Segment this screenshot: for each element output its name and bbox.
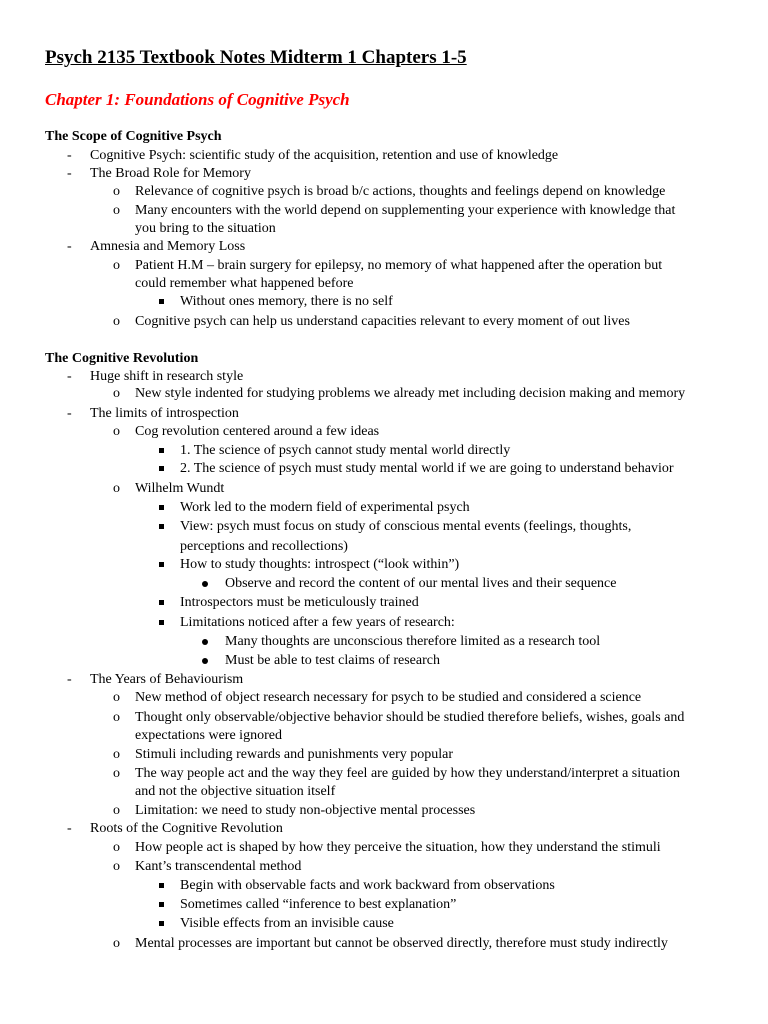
note-line: New style indented for studying problems we already met including decision making and memory [135,386,686,401]
note-line: Sometimes called “inference to best explanation” [180,897,457,912]
note-line: Must be able to test claims of research [225,653,440,668]
note-line: Observe and record the content of our mental lives and their sequence [225,576,617,591]
square-bullet-icon [159,902,164,907]
square-bullet-icon [159,921,164,926]
document-title: Psych 2135 Textbook Notes Midterm 1 Chapters 1-5 [45,47,467,68]
round-bullet-icon [202,639,208,645]
dash-bullet: - [67,369,72,384]
note-line: Mental processes are important but cannot be observed directly, therefore must study indirectly [135,936,668,951]
square-bullet-icon [159,505,164,510]
note-line: Work led to the modern field of experimental psych [180,500,470,515]
section-heading-scope: The Scope of Cognitive Psych [45,129,222,144]
circle-bullet: o [113,481,120,496]
section-heading-revolution: The Cognitive Revolution [45,351,199,366]
note-line: Amnesia and Memory Loss [90,239,246,254]
note-line: Huge shift in research style [90,369,244,384]
round-bullet-icon [202,581,208,587]
square-bullet-icon [159,620,164,625]
square-bullet-icon [159,524,164,529]
dash-bullet: - [67,672,72,687]
round-bullet-icon [202,658,208,664]
note-line: Cognitive psych can help us understand capacities relevant to every moment of out lives [135,314,630,329]
dash-bullet: - [67,406,72,421]
circle-bullet: o [113,258,120,273]
note-line: Roots of the Cognitive Revolution [90,821,283,836]
note-line: Limitation: we need to study non-objective mental processes [135,803,476,818]
circle-bullet: o [113,424,120,439]
note-line: Relevance of cognitive psych is broad b/c actions, thoughts and feelings depend on knowledge [135,184,666,199]
square-bullet-icon [159,883,164,888]
note-line: Introspectors must be meticulously trained [180,595,419,610]
dash-bullet: - [67,148,72,163]
square-bullet-icon [159,448,164,453]
note-line: The Broad Role for Memory [90,166,251,181]
circle-bullet: o [113,203,120,218]
dash-bullet: - [67,166,72,181]
square-bullet-icon [159,299,164,304]
chapter-heading: Chapter 1: Foundations of Cognitive Psych [45,90,350,109]
circle-bullet: o [113,184,120,199]
circle-bullet: o [113,936,120,951]
note-line: Many thoughts are unconscious therefore limited as a research tool [225,634,601,649]
note-line: Cognitive Psych: scientific study of the acquisition, retention and use of knowledge [90,148,559,163]
dash-bullet: - [67,821,72,836]
note-line: Kant’s transcendental method [135,859,302,874]
circle-bullet: o [113,859,120,874]
note-line: Thought only observable/objective behavior should be studied therefore beliefs, wishes, goals and [135,710,685,725]
square-bullet-icon [159,562,164,567]
note-line: Many encounters with the world depend on supplementing your experience with knowledge that [135,203,676,218]
note-line: Without ones memory, there is no self [180,294,393,309]
note-line: View: psych must focus on study of conscious mental events (feelings, thoughts, [180,519,632,534]
note-line: you bring to the situation [135,221,276,236]
note-line: could remember what happened before [135,276,354,291]
note-line: Limitations noticed after a few years of research: [180,615,455,630]
note-line: and not the objective situation itself [135,784,336,799]
circle-bullet: o [113,386,120,401]
circle-bullet: o [113,803,120,818]
note-line: Wilhelm Wundt [135,481,225,496]
note-line: Cog revolution centered around a few ideas [135,424,380,439]
circle-bullet: o [113,840,120,855]
note-line: Stimuli including rewards and punishments very popular [135,747,454,762]
note-line: perceptions and recollections) [180,539,348,554]
circle-bullet: o [113,747,120,762]
note-line: Begin with observable facts and work backward from observations [180,878,555,893]
square-bullet-icon [159,600,164,605]
note-line: The way people act and the way they feel are guided by how they understand/interpret a situation [135,766,681,781]
note-line: The limits of introspection [90,406,239,421]
circle-bullet: o [113,314,120,329]
note-line: How people act is shaped by how they perceive the situation, how they understand the stimuli [135,840,661,855]
note-line: New method of object research necessary for psych to be studied and considered a science [135,690,642,705]
note-line: 1. The science of psych cannot study mental world directly [180,443,511,458]
note-line: 2. The science of psych must study mental world if we are going to understand behavior [180,461,674,476]
note-line: The Years of Behaviourism [90,672,244,687]
note-line: Visible effects from an invisible cause [180,916,394,931]
circle-bullet: o [113,710,120,725]
dash-bullet: - [67,239,72,254]
square-bullet-icon [159,466,164,471]
note-line: Patient H.M – brain surgery for epilepsy, no memory of what happened after the operation but [135,258,663,273]
note-line: How to study thoughts: introspect (“look within”) [180,557,460,572]
circle-bullet: o [113,766,120,781]
circle-bullet: o [113,690,120,705]
note-line: expectations were ignored [135,728,282,743]
